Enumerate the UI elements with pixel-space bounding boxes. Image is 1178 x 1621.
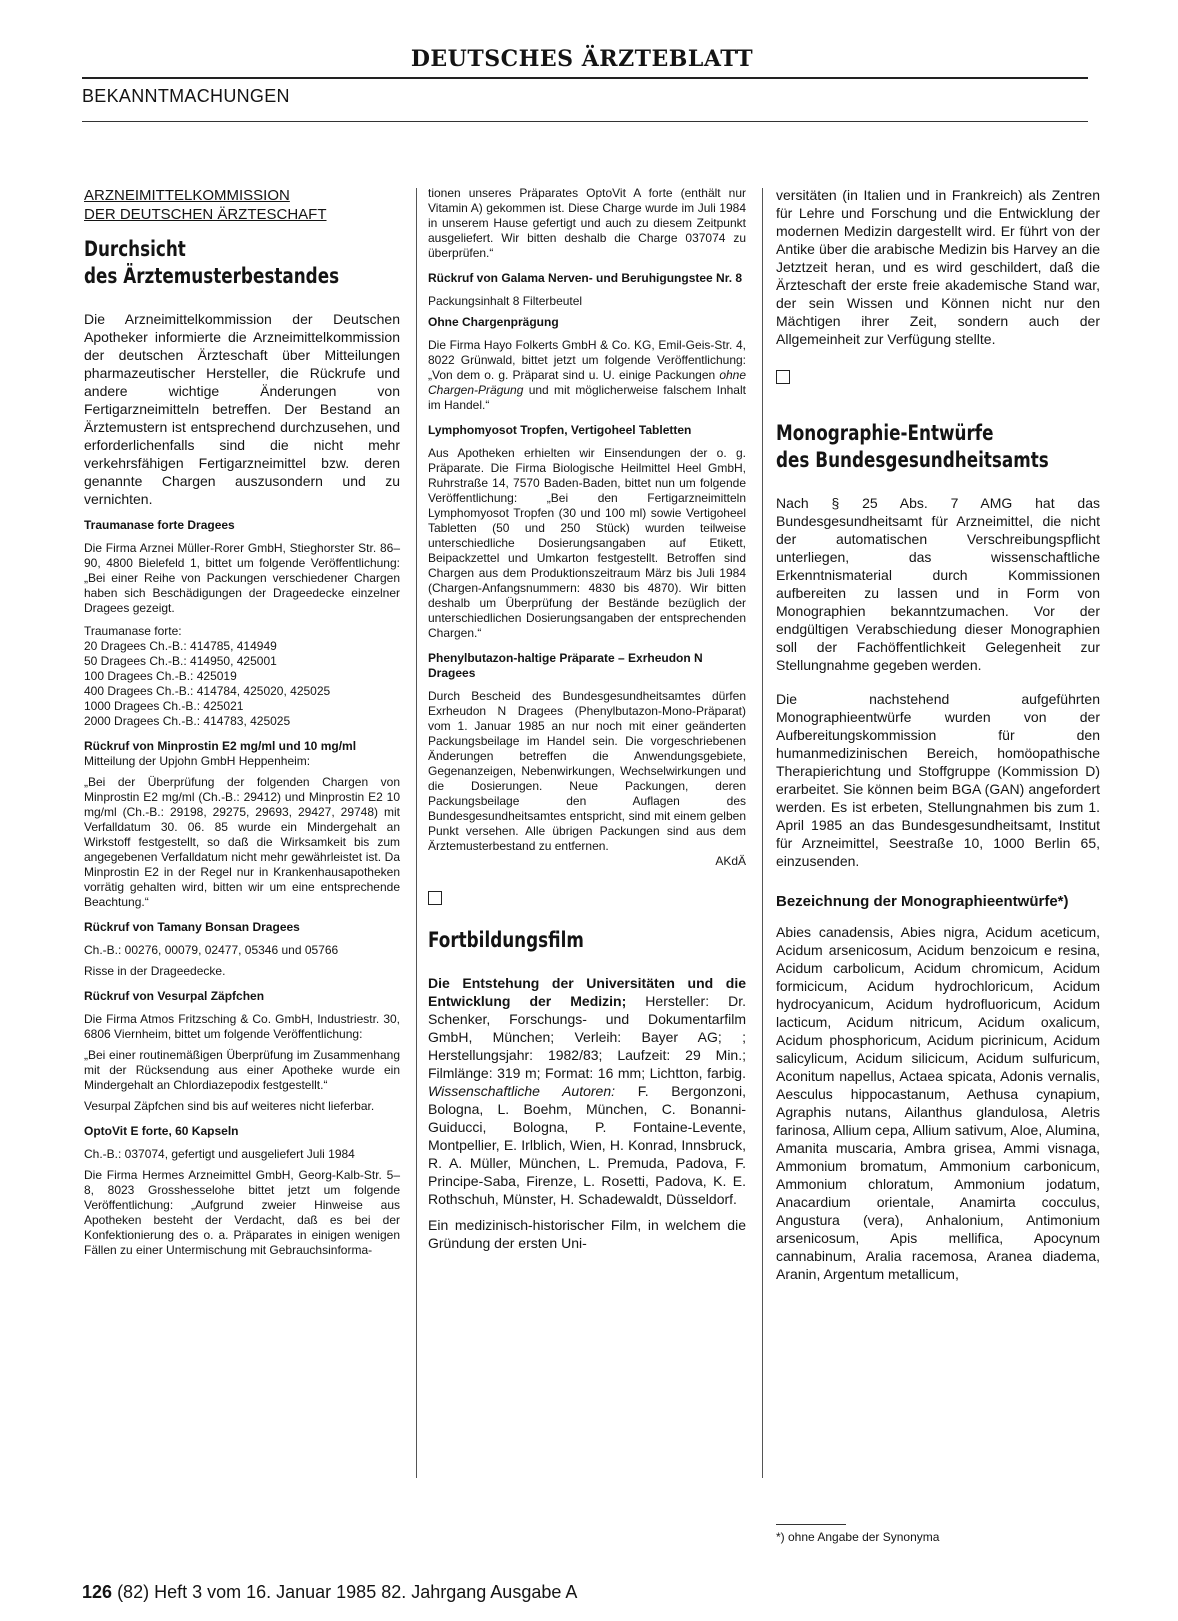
text-span: Die Firma Hayo Folkerts GmbH & Co. KG, Emil-Geis-Str. 4, 8022 Grünwald, bittet jetzt um folgende Veröffentlichung: „Von dem o. g. Präparat sind u. U. einige Packungen	[428, 338, 746, 382]
film-title: Die Entstehung der Universitäten und die Entwicklung der Medizin;	[428, 975, 746, 1009]
recall-text: Die Firma Atmos Fritzsching & Co. GmbH, Industriestr. 30, 6806 Viernheim, bittet um folgende Veröffentlichung:	[84, 1012, 400, 1041]
article-headline	[776, 420, 1049, 474]
recall-title: OptoVit E forte, 60 Kapseln	[84, 1124, 239, 1138]
issue-info: (82) Heft 3 vom 16. Januar 1985 82. Jahrgang Ausgabe A	[117, 1582, 578, 1602]
film-description-continued: versitäten (in Italien und in Frankreich) als Zentren für Lehre und Forschung und die Entwicklung der modernen Medizin dargestellt wird. Er führt von der Antike über die arabische Medizin bis Harvey an die Jetztzeit heran, und es wird geschildert, daß die Ärzteschaft der erste freie akademische Stand war, der sein Wissen und Können nicht nur den Mächtigen ihrer Zeit, sondern auch der Allgemeinheit zur Verfügung stellte.	[776, 187, 1100, 347]
film-description: Ein medizinisch-historischer Film, in welchem die Gründung der ersten Uni-	[428, 1217, 746, 1251]
recall-text: Durch Bescheid des Bundesgesundheitsamtes dürfen Exrheudon N Dragees (Phenylbutazon-Mono-Präparat) vom 1. Januar 1985 an nur noch mit einer geänderten Packungsbeilage im Handel sein. Die vorgeschriebenen Änderungen betreffen die Anwendungsgebiete, Gegenanzeigen, Nebenwirkungen, Wechselwirkungen und die Dosierungen. Neue Packungen, deren Packungsbeilage den Auflagen des Bundesgesundheitsamtes entspricht, sind mit einem gelben Punkt versehen. Alle übrigen Packungen sind aus dem Ärztemusterbestand zu entfernen.	[428, 689, 746, 853]
recall-batches: Ch.-B.: 00276, 00079, 02477, 05346 und 05766	[84, 943, 339, 957]
recall-text: Die Firma Hermes Arzneimittel GmbH, Georg-Kalb-Str. 5–8, 8023 Grosshesselohe bittet jetzt um folgende Veröffentlichung: „Aufgrund zweier Hinweise aus Apotheken besteht der Verdacht, daß es bei der Konfektionierung des o. a. Präparates in einigen wenigen Fällen zu einer Untermischung mit Gebrauchsinforma-	[84, 1168, 400, 1257]
column-3	[776, 186, 1100, 1291]
recall-batches: Ch.-B.: 037074, gefertigt und ausgeliefert Juli 1984	[84, 1147, 355, 1161]
article-headline	[84, 236, 340, 290]
masthead-rule	[82, 77, 1088, 79]
recall-text: Aus Apotheken erhielten wir Einsendungen der o. g. Präparate. Die Firma Biologische Heilmittel Heel GmbH, Ruhrstraße 14, 7570 Baden-Baden, bittet nun um folgende Veröffentlichung: „Bei den Fertigarzneimitteln Lymphomyosot Tropfen (30 und 100 ml) sowie Vertigoheel Tabletten (50 und 250 Stück) wurden teilweise unterschiedliche Dosierungsangaben auf Etikett, Beipackzettel und Umkarton festgestellt. Betroffen sind Chargen aus dem Produktionszeitraum März bis Juli 1984 (Chargen-Anfangsnummern: 4830 bis 4870). Wir bitten deshalb um Überprüfung der Bestände bezüglich der unterschiedlichen Dosierungsangaben der entsprechenden Chargen.“	[428, 446, 746, 640]
headline-line: des Ärztemusterbestandes	[84, 264, 340, 288]
kicker-line: ARZNEIMITTELKOMMISSION	[84, 187, 290, 204]
recall-text: Risse in der Drageedecke.	[84, 964, 226, 978]
kicker	[84, 186, 400, 224]
list-heading: Bezeichnung der Monographieentwürfe*)	[776, 893, 1069, 910]
recall-text: Vesurpal Zäpfchen sind bis auf weiteres nicht lieferbar.	[84, 1099, 375, 1113]
recall-subtitle: Ohne Chargenprägung	[428, 315, 559, 329]
headline-line: Monographie-Entwürfe	[776, 421, 994, 445]
article-paragraph: Die nachstehend aufgeführten Monographieentwürfe wurden von der Aufbereitungskommission für den humanmedizinischen Bereich, homöopathische Therapierichtung und Stoffgruppe (Kommission D) erarbeitet. Sie können beim BGA (GAN) angefordert werden. Es ist erbeten, Stellungnahmen bis zum 1. April 1985 an das Bundesgesundheitsamt, Institut für Arzneimittel, Seestraße 10, 1000 Berlin 65, einzusenden.	[776, 691, 1100, 869]
batch-list	[84, 624, 400, 729]
masthead: DEUTSCHES ÄRZTEBLATT	[410, 46, 754, 72]
recall-title: Rückruf von Minprostin E2 mg/ml und 10 mg/ml	[84, 739, 357, 753]
column-1	[84, 186, 400, 1264]
footnote-rule	[776, 1524, 846, 1525]
italic-span: Wissenschaftliche Autoren:	[428, 1083, 616, 1099]
article-paragraph: Nach § 25 Abs. 7 AMG hat das Bundesgesundheitsamt für Arzneimittel, die nicht der automatischen Verschreibungspflicht unterliegen, das wissenschaftliche Erkenntnismaterial durch Kommissionen aufbereiten zu lassen und in Form von Monographien bekanntzumachen. Vor der endgültigen Verabschiedung dieser Monographien soll der Fachöffentlichkeit Gelegenheit zur Stellungnahme gegeben werden.	[776, 495, 1100, 673]
section-rule	[82, 121, 1088, 122]
batch-item: Traumanase forte:	[84, 624, 182, 638]
recall-text	[428, 338, 746, 413]
recall-title: Rückruf von Galama Nerven- und Beruhigungstee Nr. 8	[428, 271, 743, 285]
text-span: F. Bergonzoni, Bologna, L. Boehm, München, C. Bonanni-Guiducci, Bologna, P. Fontaine-Levente, Montpellier, E. Irlblich, Wien, H. Konrad, Innsbruck, R. A. Müller, München, L. Premuda, Padova, F. Principe-Saba, Firenze, L. Rosetti, Padova, K. E. Rothschuh, Münster, H. Schadewaldt, Düsseldorf.	[428, 1083, 746, 1207]
film-paragraph	[428, 974, 746, 1208]
recall-intro: Mitteilung der Upjohn GmbH Heppenheim:	[84, 754, 311, 768]
recall-text-continued: tionen unseres Präparates OptoVit A forte (enthält nur Vitamin A) gekommen ist. Diese Charge wurde im Juli 1984 in unserem Hause gefertigt und auch zu diesem Zeitpunkt ausgeliefert. Wir bitten deshalb die Charge 037074 zu überprüfen.“	[428, 186, 746, 260]
lead-paragraph: Die Arzneimittelkommission der Deutschen Apotheker informierte die Arzneimittelkommission der deutschen Ärzteschaft über Mitteilungen pharmazeutischer Hersteller, die Rückrufe und andere wichtige Änderungen von Fertigarzneimitteln betreffen. Der Bestand an Ärztemustern ist entsprechend durchzusehen, und erforderlichenfalls sind die nicht mehr verkehrsfähigen Fertigarzneimittel bzw. deren genannte Chargen auszusondern und zu vernichten.	[84, 311, 400, 507]
end-mark-box	[776, 370, 790, 384]
recall-quote: „Bei einer routinemäßigen Überprüfung im Zusammenhang mit der Rücksendung aus einer Apotheke wurde ein Mindergehalt an Chlordiazepodix festgestellt.“	[84, 1048, 400, 1092]
column-divider	[762, 188, 763, 1478]
column-divider	[416, 188, 417, 1478]
end-mark-box	[428, 891, 442, 905]
text-span: und mit möglicherweise falschem Inhalt im Handel.“	[428, 383, 746, 412]
recall-text: Die Firma Arznei Müller-Rorer GmbH, Stieghorster Str. 86–90, 4800 Bielefeld 1, bittet um folgende Veröffentlichung: „Bei einer Reihe von Packungen verschiedener Chargen haben sich Beschädigungen der Drageedecke einzelner Dragees gezeigt.	[84, 541, 400, 615]
headline-line: des Bundesgesundheitsamts	[776, 448, 1049, 472]
recall-title: Traumanase forte Dragees	[84, 518, 235, 532]
text-span: Hersteller: Dr. Schenker, Forschungs- und Dokumentarfilm GmbH, München; Verleih: Bayer AG; ; Herstellungsjahr: 1982/83; Laufzeit: 29 Min.; Filmlänge: 319 m; Format: 16 mm; Lichtton, farbig.	[428, 993, 746, 1081]
batch-item: 100 Dragees Ch.-B.: 425019	[84, 669, 237, 683]
recall-detail: Packungsinhalt 8 Filterbeutel	[428, 294, 583, 308]
recall-text: „Bei der Überprüfung der folgenden Chargen von Minprostin E2 mg/ml (Ch.-B.: 29412) und Minprostin E2 10 mg/ml (Ch.-B.: 29198, 29275, 29693, 29427, 29748) mit Verfalldatum 30. 06. 85 wurde ein Mindergehalt an Wirkstoff festgestellt, so daß die Wirksamkeit bis zum angegebenen Verfalldatum nicht mehr gewährleistet ist. Da Minprostin E2 in der Regel nur in Krankenhausapotheken vorrätig gehalten wird, bitten wir um eine entsprechende Beachtung.“	[84, 775, 400, 909]
column-2	[428, 186, 746, 1260]
kicker-line: DER DEUTSCHEN ÄRZTESCHAFT	[84, 206, 327, 223]
article-headline: Fortbildungsfilm	[428, 928, 584, 952]
recall-title: Phenylbutazon-haltige Präparate – Exrheudon N Dragees	[428, 651, 703, 680]
batch-item: 400 Dragees Ch.-B.: 414784, 425020, 425025	[84, 684, 331, 698]
recall-title: Rückruf von Tamany Bonsan Dragees	[84, 920, 300, 934]
batch-item: 20 Dragees Ch.-B.: 414785, 414949	[84, 639, 277, 653]
recall-title: Rückruf von Vesurpal Zäpfchen	[84, 989, 265, 1003]
monograph-list: Abies canadensis, Abies nigra, Acidum aceticum, Acidum arsenicosum, Acidum benzoicum e resina, Acidum carbolicum, Acidum chromicum, Acidum formicicum, Acidum hydrochloricum, Acidum hydrocyanicum, Acidum hydrofluoricum, Acidum lacticum, Acidum nitricum, Acidum oxalicum, Acidum phosphoricum, Acidum picrinicum, Acidum salicylicum, Acidum silicicum, Acidum sulfuricum, Aconitum napellus, Actaea spicata, Adonis vernalis, Aesculus hippocastanum, Aethusa cynapium, Agraphis nutans, Ailanthus glandulosa, Aletris farinosa, Allium cepa, Allium sativum, Aloe, Alumina, Amanita muscaria, Ambra grisea, Ammi visnaga, Ammonium bromatum, Ammonium carbonicum, Ammonium chloratum, Ammonium jodatum, Anacardium orientale, Anamirta cocculus, Angustura (vera), Anhalonium, Antimonium arsenicosum, Apis mellifica, Apocynum cannabinum, Aralia racemosa, Aranea diadema, Aranin, Argentum metallicum,	[776, 924, 1100, 1282]
page-number: 126	[82, 1582, 113, 1602]
signature: AKdÄ	[715, 854, 746, 868]
footnote: *) ohne Angabe der Synonyma	[776, 1530, 940, 1544]
batch-item: 50 Dragees Ch.-B.: 414950, 425001	[84, 654, 277, 668]
page-footer	[82, 1582, 577, 1603]
italic-span: ohne Chargen-Prägung	[428, 368, 747, 397]
recall-title: Lymphomyosot Tropfen, Vertigoheel Tabletten	[428, 423, 692, 437]
headline-line: Durchsicht	[84, 237, 186, 261]
batch-item: 1000 Dragees Ch.-B.: 425021	[84, 699, 244, 713]
batch-item: 2000 Dragees Ch.-B.: 414783, 425025	[84, 714, 291, 728]
section-label: BEKANNTMACHUNGEN	[82, 86, 290, 106]
